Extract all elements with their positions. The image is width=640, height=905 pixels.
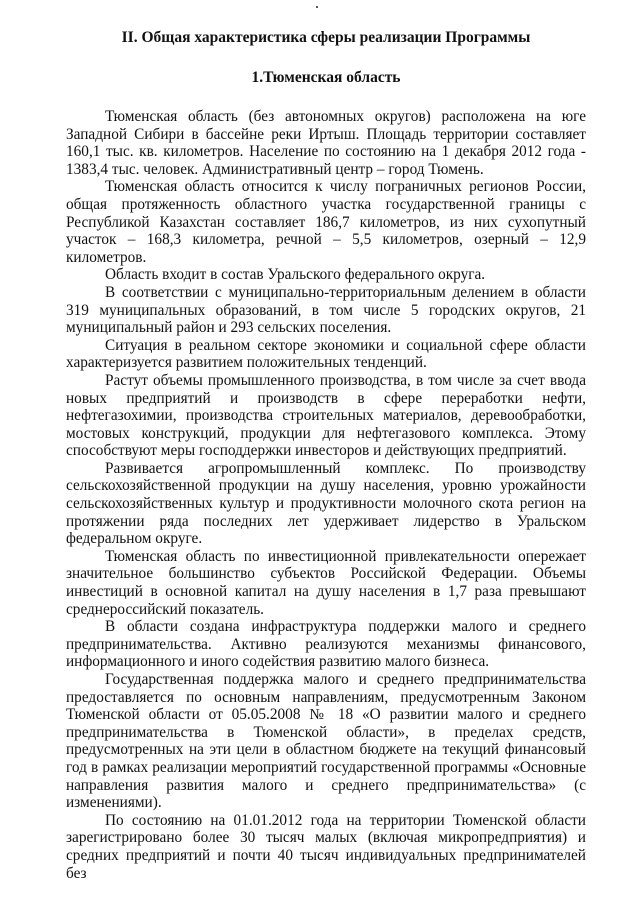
paragraph-municipalities: В соответствии с муниципально-территориальным делением в области 319 муниципальных образований, в том числе 5 городских округов, 21 муниципальный район и 293 сельских поселения. xyxy=(66,283,586,337)
paragraph-sme-infrastructure: В области создана инфраструктура поддержки малого и среднего предпринимательства. Активно реализуются механизмы финансового, информационного и иного содействия развитию малого бизнеса. xyxy=(66,618,586,671)
paragraph-sme-support: Государственная поддержка малого и среднего предпринимательства предоставляется по основным направлениям, предусмотренным Законом Тюменской области от 05.05.2008 № 18 «О развитии малого и среднего предпринимательства в Тюменской области», в пределах средств, предусмотренных на эти цели в областном бюджете на текущий финансовый год в рамках реализации мероприятий государственной программы «Основные направления развития малого и среднего предпринимательства» (с изменениями). xyxy=(66,671,586,812)
paragraph-federal-district: Область входит в состав Уральского федерального округа. xyxy=(105,266,486,284)
section-title: II. Общая характеристика сферы реализации Программы xyxy=(121,29,531,46)
paragraph-border: Тюменская область относится к числу пограничных регионов России, общая протяженность областного участка государственной границы с Республикой Казахстан составляет 186,7 километров, из них сухопутный участок – 168,3 километра, речной – 5,5 километров, озерный – 12,9 километров. xyxy=(66,178,586,266)
paragraph-location: Тюменская область (без автономных округов) расположена на юге Западной Сибири в бассейне реки Иртыш. Площадь территории составляет 160,1 тыс. кв. километров. Население по состоянию на 1 декабря 2012 года - 1383,4 тыс. человек. Административный центр – город Тюмень. xyxy=(66,108,586,178)
paragraph-agriculture: Развивается агропромышленный комплекс. По производству сельскохозяйственной продукции на душу населения, уровню урожайности сельскохозяйственных культур и продуктивности молочного скота регион на протяжении ряда последних лет удерживает лидерство в Уральском федеральном округе. xyxy=(66,459,586,548)
scan-mark xyxy=(316,6,318,8)
paragraph-investment: Тюменская область по инвестиционной привлекательности опережает значительное большинство субъектов Российской Федерации. Объемы инвестиций в основной капитал на душу населения в 1,7 раза превышают среднероссийский показатель. xyxy=(66,547,586,618)
document-page xyxy=(66,28,586,882)
subsection-title: 1.Тюменская область xyxy=(251,69,401,86)
paragraph-economy: Ситуация в реальном секторе экономики и социальной сфере области характеризуется развитием положительных тенденций. xyxy=(66,336,586,372)
paragraph-industry: Растут объемы промышленного производства, в том числе за счет ввода новых предприятий и производств в сфере переработки нефти, нефтегазохимии, производства строительных материалов, деревообработки, мостовых конструкций, продукции для нефтегазового комплекса. Этому способствуют меры господдержки инвесторов и действующих предприятий. xyxy=(66,371,586,460)
paragraph-sme-statistics: По состоянию на 01.01.2012 года на территории Тюменской области зарегистрировано более 30 тысяч малых (включая микропредприятия) и средних предприятий и почти 40 тысяч индивидуальных предпринимателей без xyxy=(66,811,586,882)
